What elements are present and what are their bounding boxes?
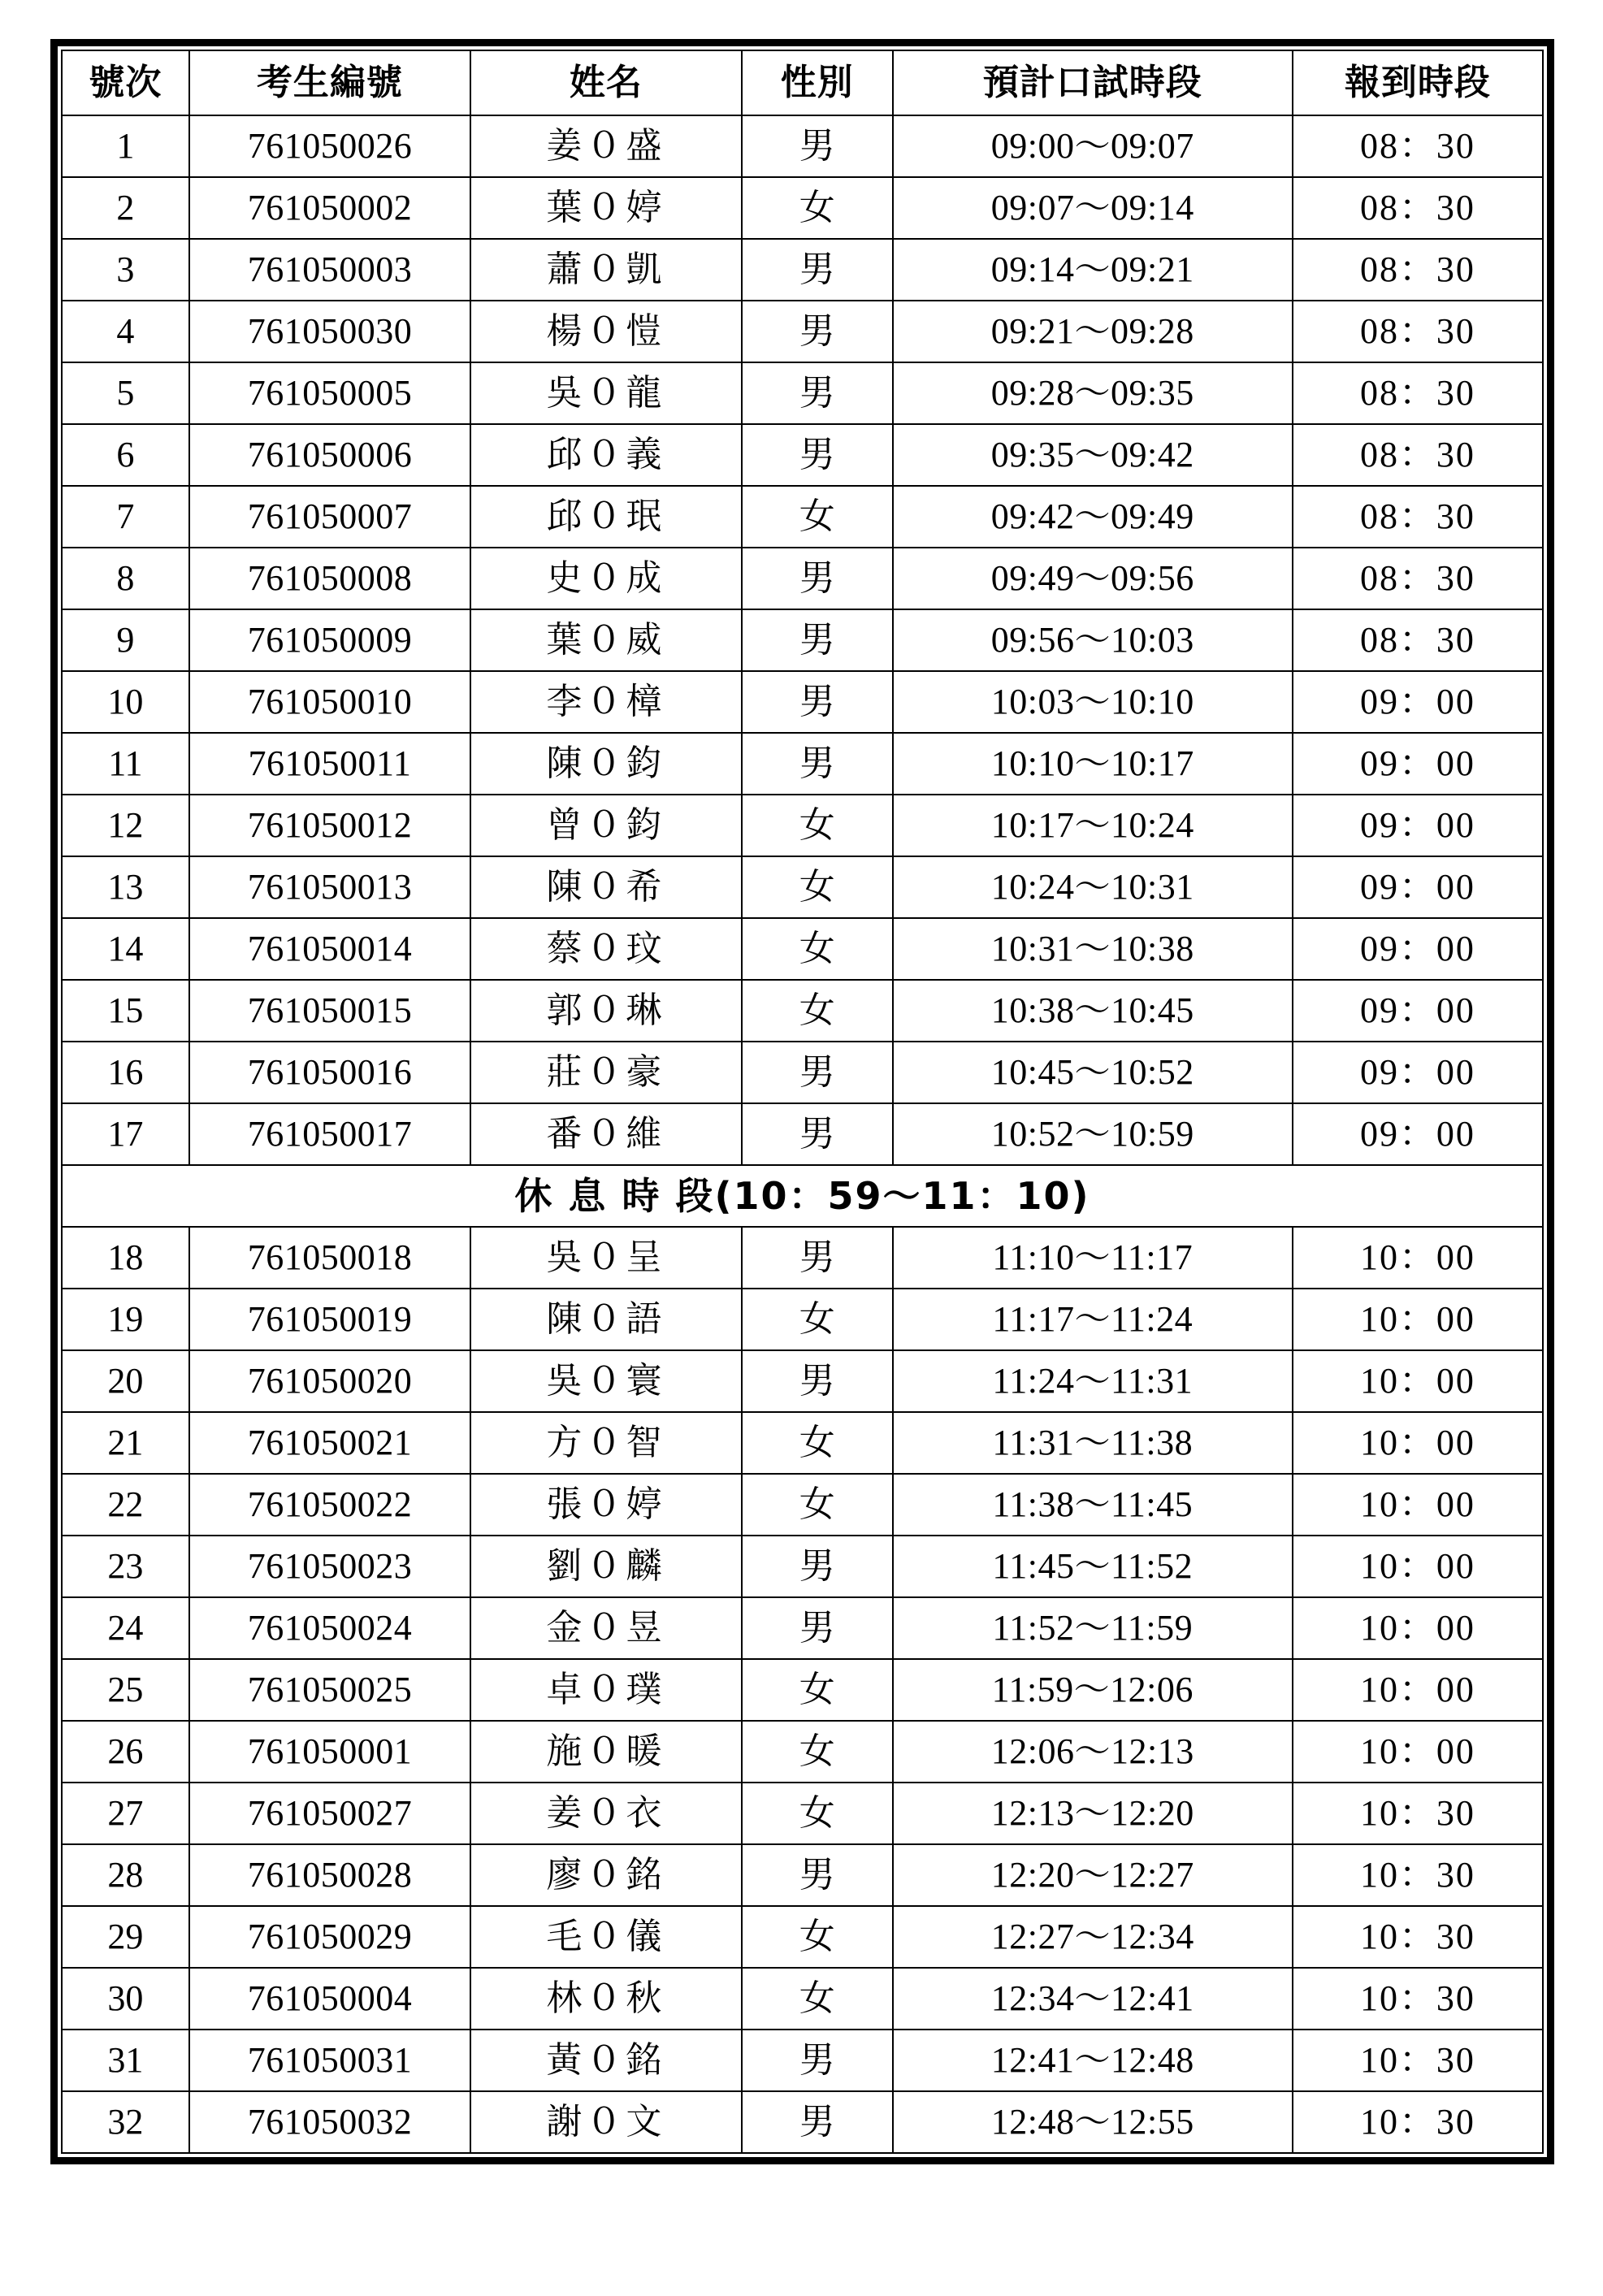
cell-seq: 16 (62, 1042, 189, 1103)
table-row (62, 115, 1543, 177)
cell-name: 陳０鈞 (470, 733, 742, 795)
cell-name: 吳０呈 (470, 1227, 742, 1289)
cell-slot: 09:49～09:56 (893, 548, 1293, 609)
cell-gender: 男 (742, 671, 893, 733)
cell-name: 葉０威 (470, 609, 742, 671)
cell-gender: 男 (742, 239, 893, 301)
cell-name: 金０昱 (470, 1597, 742, 1659)
cell-report: 10：30 (1293, 1783, 1543, 1844)
cell-slot: 12:41～12:48 (893, 2030, 1293, 2091)
cell-slot: 12:34～12:41 (893, 1968, 1293, 2030)
cell-name: 陳０語 (470, 1289, 742, 1350)
cell-slot: 11:52～11:59 (893, 1597, 1293, 1659)
table-row (62, 1474, 1543, 1536)
cell-report: 10：00 (1293, 1289, 1543, 1350)
cell-name: 番０維 (470, 1103, 742, 1165)
cell-slot: 12:48～12:55 (893, 2091, 1293, 2153)
cell-slot: 11:31～11:38 (893, 1412, 1293, 1474)
cell-gender: 女 (742, 918, 893, 980)
table-row (62, 362, 1543, 424)
table-row (62, 609, 1543, 671)
cell-report: 10：00 (1293, 1536, 1543, 1597)
cell-name: 邱０義 (470, 424, 742, 486)
cell-slot: 12:13～12:20 (893, 1783, 1293, 1844)
table-row (62, 1536, 1543, 1597)
table-row (62, 1103, 1543, 1165)
cell-name: 楊０愷 (470, 301, 742, 362)
cell-report: 08：30 (1293, 239, 1543, 301)
cell-report: 10：00 (1293, 1350, 1543, 1412)
table-body (62, 115, 1543, 2153)
cell-name: 蔡０玟 (470, 918, 742, 980)
cell-gender: 男 (742, 1042, 893, 1103)
cell-gender: 女 (742, 980, 893, 1042)
cell-seq: 1 (62, 115, 189, 177)
table-row (62, 239, 1543, 301)
cell-gender: 男 (742, 609, 893, 671)
table-row (62, 856, 1543, 918)
cell-name: 蕭０凱 (470, 239, 742, 301)
cell-slot: 11:59～12:06 (893, 1659, 1293, 1721)
cell-slot: 12:27～12:34 (893, 1906, 1293, 1968)
cell-name: 施０暖 (470, 1721, 742, 1783)
cell-report: 10：30 (1293, 2030, 1543, 2091)
cell-seq: 18 (62, 1227, 189, 1289)
cell-name: 李０樟 (470, 671, 742, 733)
cell-gender: 男 (742, 424, 893, 486)
cell-name: 曾０鈞 (470, 795, 742, 856)
cell-slot: 11:10～11:17 (893, 1227, 1293, 1289)
cell-slot: 11:24～11:31 (893, 1350, 1293, 1412)
cell-exam-no: 761050004 (189, 1968, 470, 2030)
cell-seq: 15 (62, 980, 189, 1042)
cell-gender: 男 (742, 1350, 893, 1412)
cell-gender: 女 (742, 1968, 893, 2030)
cell-slot: 10:03～10:10 (893, 671, 1293, 733)
cell-name: 廖０銘 (470, 1844, 742, 1906)
cell-gender: 男 (742, 2091, 893, 2153)
cell-name: 吳０龍 (470, 362, 742, 424)
cell-seq: 17 (62, 1103, 189, 1165)
cell-report: 10：00 (1293, 1721, 1543, 1783)
cell-report: 09：00 (1293, 918, 1543, 980)
cell-exam-no: 761050008 (189, 548, 470, 609)
cell-gender: 女 (742, 1474, 893, 1536)
cell-name: 吳０寰 (470, 1350, 742, 1412)
cell-gender: 男 (742, 362, 893, 424)
table-row (62, 486, 1543, 548)
cell-report: 08：30 (1293, 177, 1543, 239)
table-row (62, 548, 1543, 609)
table-row (62, 1659, 1543, 1721)
cell-slot: 09:56～10:03 (893, 609, 1293, 671)
break-period-row (62, 1165, 1543, 1227)
cell-seq: 5 (62, 362, 189, 424)
cell-gender: 女 (742, 1289, 893, 1350)
cell-name: 方０智 (470, 1412, 742, 1474)
cell-exam-no: 761050007 (189, 486, 470, 548)
cell-report: 09：00 (1293, 1103, 1543, 1165)
cell-exam-no: 761050010 (189, 671, 470, 733)
table-row (62, 1042, 1543, 1103)
cell-seq: 23 (62, 1536, 189, 1597)
cell-slot: 09:00～09:07 (893, 115, 1293, 177)
cell-report: 09：00 (1293, 1042, 1543, 1103)
cell-seq: 12 (62, 795, 189, 856)
cell-report: 09：00 (1293, 671, 1543, 733)
cell-name: 謝０文 (470, 2091, 742, 2153)
cell-gender: 男 (742, 733, 893, 795)
cell-slot: 10:52～10:59 (893, 1103, 1293, 1165)
table-row (62, 1350, 1543, 1412)
cell-gender: 女 (742, 1783, 893, 1844)
cell-name: 郭０琳 (470, 980, 742, 1042)
cell-name: 姜０衣 (470, 1783, 742, 1844)
cell-exam-no: 761050013 (189, 856, 470, 918)
cell-report: 09：00 (1293, 795, 1543, 856)
table-row (62, 733, 1543, 795)
cell-report: 08：30 (1293, 548, 1543, 609)
cell-report: 10：30 (1293, 1968, 1543, 2030)
table-row (62, 2091, 1543, 2153)
cell-exam-no: 761050027 (189, 1783, 470, 1844)
cell-name: 黃０銘 (470, 2030, 742, 2091)
cell-exam-no: 761050014 (189, 918, 470, 980)
cell-slot: 10:31～10:38 (893, 918, 1293, 980)
cell-seq: 28 (62, 1844, 189, 1906)
cell-exam-no: 761050016 (189, 1042, 470, 1103)
cell-report: 08：30 (1293, 362, 1543, 424)
cell-slot: 10:10～10:17 (893, 733, 1293, 795)
cell-report: 10：00 (1293, 1227, 1543, 1289)
cell-slot: 09:42～09:49 (893, 486, 1293, 548)
column-header-slot: 預計口試時段 (893, 50, 1293, 115)
cell-gender: 男 (742, 115, 893, 177)
cell-exam-no: 761050003 (189, 239, 470, 301)
cell-seq: 6 (62, 424, 189, 486)
table-row (62, 2030, 1543, 2091)
cell-exam-no: 761050022 (189, 1474, 470, 1536)
cell-seq: 20 (62, 1350, 189, 1412)
cell-seq: 13 (62, 856, 189, 918)
table-row (62, 1844, 1543, 1906)
interview-schedule-table (61, 50, 1544, 2154)
cell-gender: 男 (742, 1844, 893, 1906)
cell-gender: 女 (742, 1906, 893, 1968)
cell-slot: 11:45～11:52 (893, 1536, 1293, 1597)
cell-seq: 7 (62, 486, 189, 548)
cell-seq: 22 (62, 1474, 189, 1536)
cell-seq: 19 (62, 1289, 189, 1350)
cell-report: 10：30 (1293, 2091, 1543, 2153)
table-row (62, 1227, 1543, 1289)
cell-report: 09：00 (1293, 856, 1543, 918)
cell-exam-no: 761050028 (189, 1844, 470, 1906)
column-header-gender: 性別 (742, 50, 893, 115)
cell-exam-no: 761050018 (189, 1227, 470, 1289)
cell-exam-no: 761050002 (189, 177, 470, 239)
cell-exam-no: 761050024 (189, 1597, 470, 1659)
cell-exam-no: 761050015 (189, 980, 470, 1042)
cell-report: 10：00 (1293, 1597, 1543, 1659)
cell-name: 林０秋 (470, 1968, 742, 2030)
cell-gender: 男 (742, 1227, 893, 1289)
cell-seq: 10 (62, 671, 189, 733)
cell-exam-no: 761050009 (189, 609, 470, 671)
cell-seq: 2 (62, 177, 189, 239)
cell-seq: 21 (62, 1412, 189, 1474)
table-row (62, 980, 1543, 1042)
cell-exam-no: 761050011 (189, 733, 470, 795)
cell-name: 莊０豪 (470, 1042, 742, 1103)
cell-slot: 09:28～09:35 (893, 362, 1293, 424)
cell-name: 毛０儀 (470, 1906, 742, 1968)
cell-exam-no: 761050017 (189, 1103, 470, 1165)
cell-exam-no: 761050020 (189, 1350, 470, 1412)
table-row (62, 795, 1543, 856)
table-row (62, 424, 1543, 486)
cell-gender: 男 (742, 1536, 893, 1597)
table-row (62, 1968, 1543, 2030)
cell-exam-no: 761050029 (189, 1906, 470, 1968)
cell-slot: 09:21～09:28 (893, 301, 1293, 362)
column-header-name: 姓名 (470, 50, 742, 115)
header-row (62, 50, 1543, 115)
table-row (62, 671, 1543, 733)
column-header-seq: 號次 (62, 50, 189, 115)
cell-name: 陳０希 (470, 856, 742, 918)
cell-gender: 男 (742, 301, 893, 362)
cell-seq: 4 (62, 301, 189, 362)
column-header-exam-no: 考生編號 (189, 50, 470, 115)
cell-exam-no: 761050005 (189, 362, 470, 424)
cell-slot: 11:17～11:24 (893, 1289, 1293, 1350)
cell-slot: 10:38～10:45 (893, 980, 1293, 1042)
cell-seq: 3 (62, 239, 189, 301)
cell-seq: 32 (62, 2091, 189, 2153)
cell-gender: 女 (742, 795, 893, 856)
cell-exam-no: 761050031 (189, 2030, 470, 2091)
cell-gender: 男 (742, 1597, 893, 1659)
cell-report: 08：30 (1293, 424, 1543, 486)
cell-report: 10：00 (1293, 1474, 1543, 1536)
table-row (62, 1906, 1543, 1968)
cell-exam-no: 761050030 (189, 301, 470, 362)
cell-name: 葉０婷 (470, 177, 742, 239)
cell-gender: 男 (742, 2030, 893, 2091)
table-row (62, 1783, 1543, 1844)
cell-name: 張０婷 (470, 1474, 742, 1536)
cell-seq: 27 (62, 1783, 189, 1844)
cell-slot: 10:45～10:52 (893, 1042, 1293, 1103)
cell-gender: 女 (742, 177, 893, 239)
table-row (62, 1597, 1543, 1659)
cell-seq: 11 (62, 733, 189, 795)
cell-seq: 25 (62, 1659, 189, 1721)
cell-seq: 9 (62, 609, 189, 671)
cell-slot: 12:06～12:13 (893, 1721, 1293, 1783)
cell-report: 08：30 (1293, 301, 1543, 362)
table-row (62, 1412, 1543, 1474)
cell-gender: 女 (742, 1412, 893, 1474)
cell-report: 10：00 (1293, 1412, 1543, 1474)
cell-seq: 14 (62, 918, 189, 980)
cell-slot: 10:24～10:31 (893, 856, 1293, 918)
cell-slot: 10:17～10:24 (893, 795, 1293, 856)
cell-exam-no: 761050023 (189, 1536, 470, 1597)
cell-name: 姜０盛 (470, 115, 742, 177)
cell-exam-no: 761050021 (189, 1412, 470, 1474)
column-header-report: 報到時段 (1293, 50, 1543, 115)
cell-gender: 男 (742, 548, 893, 609)
cell-slot: 12:20～12:27 (893, 1844, 1293, 1906)
cell-report: 10：30 (1293, 1844, 1543, 1906)
cell-name: 邱０珉 (470, 486, 742, 548)
cell-slot: 09:35～09:42 (893, 424, 1293, 486)
cell-gender: 男 (742, 1103, 893, 1165)
cell-report: 09：00 (1293, 980, 1543, 1042)
cell-name: 劉０麟 (470, 1536, 742, 1597)
cell-seq: 24 (62, 1597, 189, 1659)
cell-exam-no: 761050006 (189, 424, 470, 486)
table-header (62, 50, 1543, 115)
table-row (62, 918, 1543, 980)
cell-exam-no: 761050026 (189, 115, 470, 177)
table-outer-frame (50, 39, 1554, 2164)
cell-report: 10：00 (1293, 1659, 1543, 1721)
cell-exam-no: 761050032 (189, 2091, 470, 2153)
cell-report: 08：30 (1293, 115, 1543, 177)
cell-report: 09：00 (1293, 733, 1543, 795)
table-row (62, 1721, 1543, 1783)
cell-slot: 11:38～11:45 (893, 1474, 1293, 1536)
cell-name: 卓０璞 (470, 1659, 742, 1721)
cell-gender: 女 (742, 856, 893, 918)
cell-name: 史０成 (470, 548, 742, 609)
table-row (62, 177, 1543, 239)
break-period-label: 休 息 時 段(10：59～11：10) (62, 1165, 1543, 1227)
cell-gender: 女 (742, 1659, 893, 1721)
cell-exam-no: 761050001 (189, 1721, 470, 1783)
cell-seq: 26 (62, 1721, 189, 1783)
cell-report: 10：30 (1293, 1906, 1543, 1968)
cell-exam-no: 761050025 (189, 1659, 470, 1721)
cell-seq: 31 (62, 2030, 189, 2091)
cell-slot: 09:07～09:14 (893, 177, 1293, 239)
cell-exam-no: 761050019 (189, 1289, 470, 1350)
cell-exam-no: 761050012 (189, 795, 470, 856)
cell-seq: 30 (62, 1968, 189, 2030)
table-row (62, 1289, 1543, 1350)
cell-report: 08：30 (1293, 486, 1543, 548)
cell-gender: 女 (742, 1721, 893, 1783)
cell-gender: 女 (742, 486, 893, 548)
cell-report: 08：30 (1293, 609, 1543, 671)
table-row (62, 301, 1543, 362)
cell-seq: 29 (62, 1906, 189, 1968)
cell-seq: 8 (62, 548, 189, 609)
cell-slot: 09:14～09:21 (893, 239, 1293, 301)
